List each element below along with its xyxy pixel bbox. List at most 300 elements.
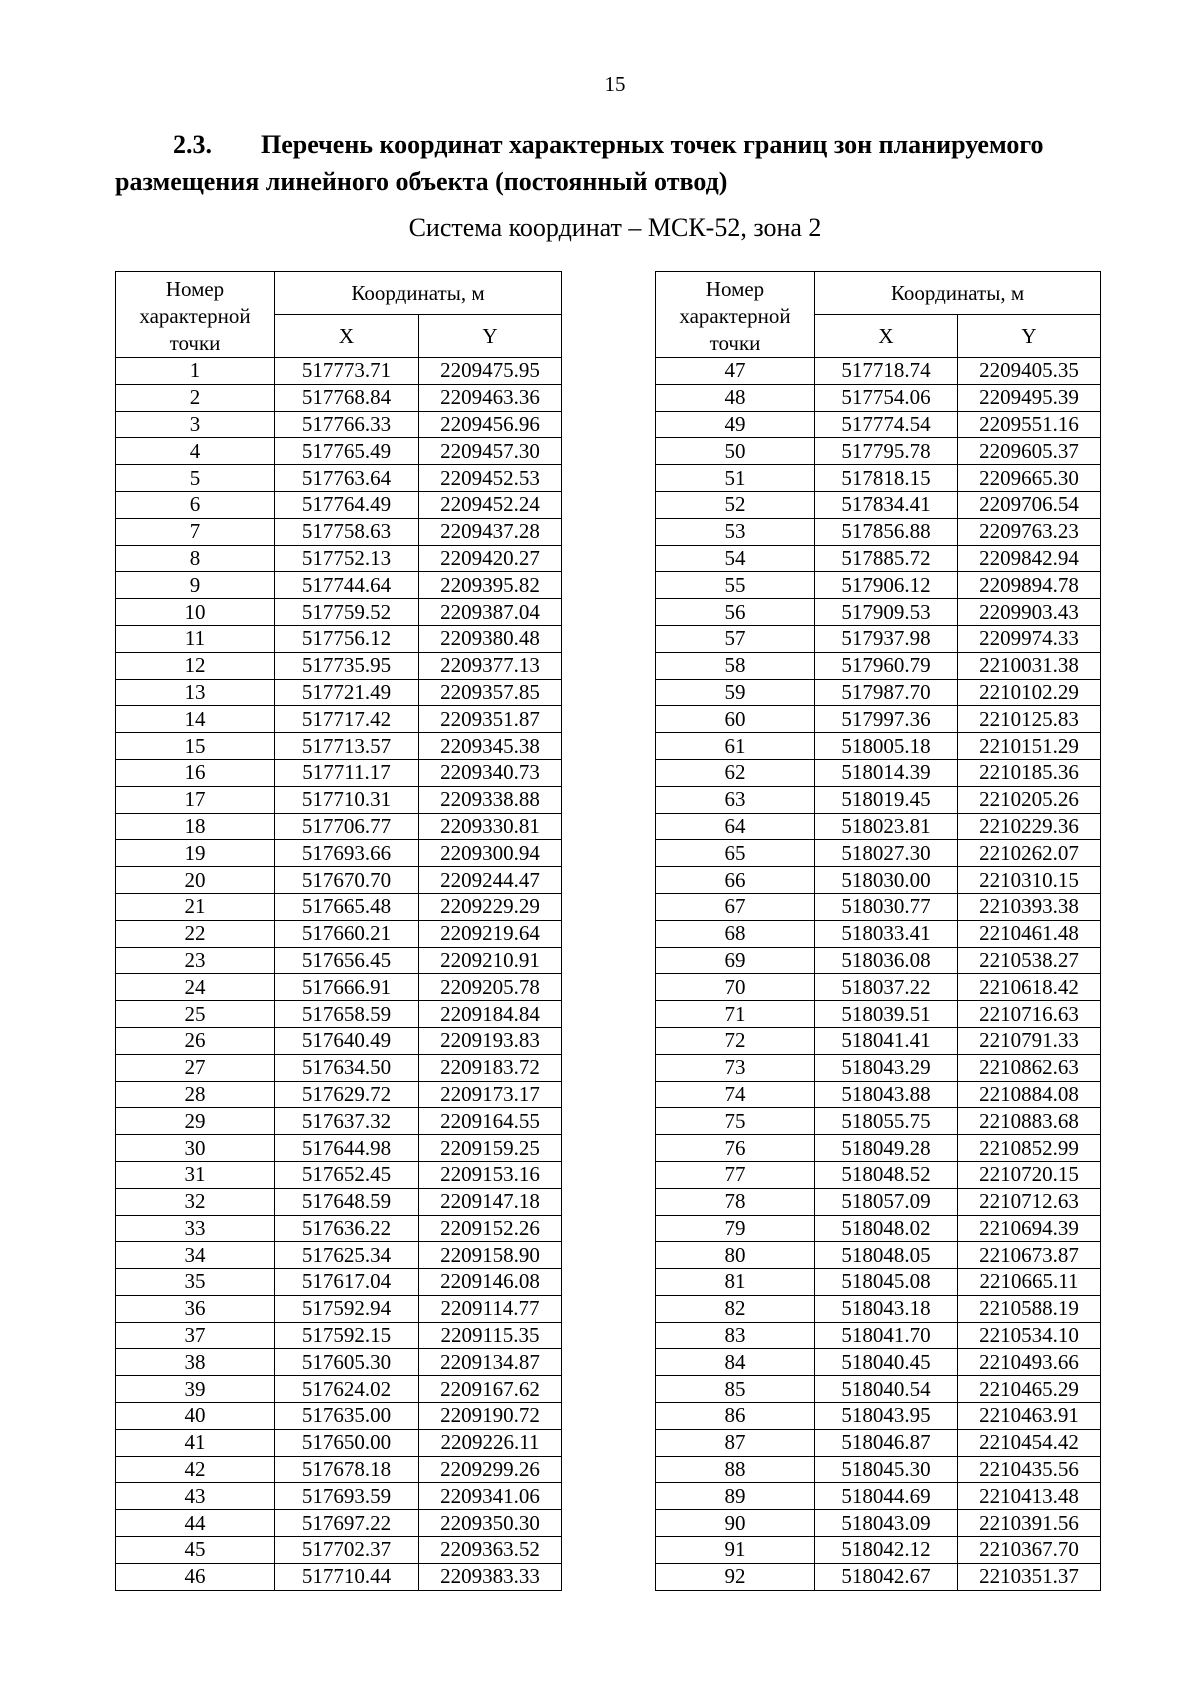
table-row [116, 1081, 562, 1108]
x-coordinate-cell: 517652.45 [275, 1161, 419, 1188]
point-number-cell: 13 [116, 679, 275, 706]
x-coordinate-cell: 517885.72 [815, 545, 958, 572]
table-row [116, 1215, 562, 1242]
point-number-cell: 4 [116, 438, 275, 465]
table-row [656, 840, 1101, 867]
point-number-cell: 20 [116, 867, 275, 894]
x-coordinate-cell: 518040.54 [815, 1376, 958, 1403]
point-number-cell: 78 [656, 1188, 815, 1215]
y-coordinate-cell: 2210673.87 [958, 1242, 1101, 1269]
table-row [116, 1349, 562, 1376]
table-row [656, 599, 1101, 626]
point-number-cell: 72 [656, 1027, 815, 1054]
x-coordinate-cell: 517773.71 [275, 358, 419, 385]
x-coordinate-cell: 518042.12 [815, 1537, 958, 1564]
x-coordinate-cell: 517759.52 [275, 599, 419, 626]
point-number-cell: 67 [656, 893, 815, 920]
x-coordinate-cell: 517670.70 [275, 867, 419, 894]
x-coordinate-cell: 517644.98 [275, 1135, 419, 1162]
x-coordinate-cell: 517766.33 [275, 411, 419, 438]
x-coordinate-cell: 517756.12 [275, 625, 419, 652]
table-row [656, 1403, 1101, 1430]
y-coordinate-cell: 2210588.19 [958, 1295, 1101, 1322]
point-number-cell: 80 [656, 1242, 815, 1269]
point-number-cell: 24 [116, 974, 275, 1001]
x-coordinate-cell: 517625.34 [275, 1242, 419, 1269]
point-number-cell: 53 [656, 518, 815, 545]
y-coordinate-cell: 2209229.29 [419, 893, 562, 920]
x-coordinate-cell: 517637.32 [275, 1108, 419, 1135]
y-coordinate-cell: 2209665.30 [958, 465, 1101, 492]
x-coordinate-cell: 518045.30 [815, 1456, 958, 1483]
x-coordinate-cell: 518048.02 [815, 1215, 958, 1242]
x-coordinate-cell: 517997.36 [815, 706, 958, 733]
y-coordinate-cell: 2209377.13 [419, 652, 562, 679]
x-coordinate-cell: 518043.95 [815, 1403, 958, 1430]
point-number-cell: 86 [656, 1403, 815, 1430]
table-row [656, 893, 1101, 920]
point-number-cell: 35 [116, 1269, 275, 1296]
point-number-cell: 37 [116, 1322, 275, 1349]
x-coordinate-cell: 517629.72 [275, 1081, 419, 1108]
table-row [116, 1295, 562, 1322]
y-coordinate-cell: 2209164.55 [419, 1108, 562, 1135]
y-coordinate-cell: 2210694.39 [958, 1215, 1101, 1242]
x-coordinate-cell: 517634.50 [275, 1054, 419, 1081]
y-coordinate-cell: 2209115.35 [419, 1322, 562, 1349]
table-row [656, 867, 1101, 894]
table-row [116, 1054, 562, 1081]
point-number-cell: 43 [116, 1483, 275, 1510]
y-coordinate-cell: 2209463.36 [419, 384, 562, 411]
x-header: X [815, 315, 958, 358]
x-coordinate-cell: 518033.41 [815, 920, 958, 947]
y-coordinate-cell: 2210205.26 [958, 786, 1101, 813]
x-coordinate-cell: 518048.52 [815, 1161, 958, 1188]
point-number-cell: 54 [656, 545, 815, 572]
y-coordinate-cell: 2210862.63 [958, 1054, 1101, 1081]
x-coordinate-cell: 517906.12 [815, 572, 958, 599]
x-coordinate-cell: 517710.44 [275, 1563, 419, 1590]
x-coordinate-cell: 517666.91 [275, 974, 419, 1001]
x-coordinate-cell: 518019.45 [815, 786, 958, 813]
table-row [116, 920, 562, 947]
x-coordinate-cell: 517636.22 [275, 1215, 419, 1242]
point-number-cell: 57 [656, 625, 815, 652]
x-coordinate-cell: 518043.29 [815, 1054, 958, 1081]
table-row [116, 491, 562, 518]
table-row [656, 572, 1101, 599]
y-coordinate-cell: 2210538.27 [958, 947, 1101, 974]
y-coordinate-cell: 2209350.30 [419, 1510, 562, 1537]
y-coordinate-cell: 2209383.33 [419, 1563, 562, 1590]
table-row [656, 358, 1101, 385]
y-coordinate-cell: 2209551.16 [958, 411, 1101, 438]
y-coordinate-cell: 2209437.28 [419, 518, 562, 545]
coordinates-header: Координаты, м [815, 272, 1101, 315]
x-coordinate-cell: 517818.15 [815, 465, 958, 492]
table-row [116, 1322, 562, 1349]
x-coordinate-cell: 517640.49 [275, 1027, 419, 1054]
table-row [116, 1135, 562, 1162]
point-number-cell: 46 [116, 1563, 275, 1590]
table-row [656, 1349, 1101, 1376]
y-coordinate-cell: 2209158.90 [419, 1242, 562, 1269]
table-row [656, 1161, 1101, 1188]
table-row [656, 438, 1101, 465]
x-coordinate-cell: 517909.53 [815, 599, 958, 626]
point-number-cell: 32 [116, 1188, 275, 1215]
y-coordinate-cell: 2210852.99 [958, 1135, 1101, 1162]
point-number-cell: 92 [656, 1563, 815, 1590]
y-coordinate-cell: 2209205.78 [419, 974, 562, 1001]
point-number-cell: 59 [656, 679, 815, 706]
y-coordinate-cell: 2209173.17 [419, 1081, 562, 1108]
x-coordinate-cell: 518040.45 [815, 1349, 958, 1376]
y-coordinate-cell: 2209894.78 [958, 572, 1101, 599]
table-row [656, 1081, 1101, 1108]
table-row [656, 465, 1101, 492]
y-coordinate-cell: 2210883.68 [958, 1108, 1101, 1135]
y-coordinate-cell: 2209457.30 [419, 438, 562, 465]
x-coordinate-cell: 517678.18 [275, 1456, 419, 1483]
point-number-cell: 75 [656, 1108, 815, 1135]
x-coordinate-cell: 517937.98 [815, 625, 958, 652]
y-coordinate-cell: 2209842.94 [958, 545, 1101, 572]
y-coordinate-cell: 2209495.39 [958, 384, 1101, 411]
y-header: Y [958, 315, 1101, 358]
point-number-cell: 52 [656, 491, 815, 518]
x-coordinate-cell: 517735.95 [275, 652, 419, 679]
table-row [116, 786, 562, 813]
point-number-cell: 73 [656, 1054, 815, 1081]
point-number-cell: 41 [116, 1429, 275, 1456]
point-number-cell: 63 [656, 786, 815, 813]
x-coordinate-cell: 517795.78 [815, 438, 958, 465]
x-coordinate-cell: 518037.22 [815, 974, 958, 1001]
y-coordinate-cell: 2209184.84 [419, 1001, 562, 1028]
table-body-right [656, 358, 1101, 1591]
table-row [656, 786, 1101, 813]
x-coordinate-cell: 517765.49 [275, 438, 419, 465]
x-coordinate-cell: 517658.59 [275, 1001, 419, 1028]
x-coordinate-cell: 518039.51 [815, 1001, 958, 1028]
table-row [116, 867, 562, 894]
table-row [656, 1322, 1101, 1349]
point-number-cell: 3 [116, 411, 275, 438]
x-coordinate-cell: 517650.00 [275, 1429, 419, 1456]
point-number-cell: 10 [116, 599, 275, 626]
point-number-cell: 65 [656, 840, 815, 867]
table-row [116, 947, 562, 974]
table-row [656, 1188, 1101, 1215]
table-row [116, 411, 562, 438]
x-coordinate-cell: 517717.42 [275, 706, 419, 733]
y-coordinate-cell: 2209340.73 [419, 759, 562, 786]
section-number: 2.3. [173, 130, 212, 159]
point-number-cell: 30 [116, 1135, 275, 1162]
table-row [656, 1376, 1101, 1403]
x-coordinate-cell: 518030.77 [815, 893, 958, 920]
point-number-cell: 36 [116, 1295, 275, 1322]
x-coordinate-cell: 517764.49 [275, 491, 419, 518]
x-coordinate-cell: 517718.74 [815, 358, 958, 385]
point-number-cell: 70 [656, 974, 815, 1001]
y-coordinate-cell: 2209357.85 [419, 679, 562, 706]
y-coordinate-cell: 2210534.10 [958, 1322, 1101, 1349]
y-coordinate-cell: 2209147.18 [419, 1188, 562, 1215]
x-coordinate-cell: 517834.41 [815, 491, 958, 518]
point-number-cell: 5 [116, 465, 275, 492]
table-row [656, 1456, 1101, 1483]
y-coordinate-cell: 2209226.11 [419, 1429, 562, 1456]
point-number-cell: 16 [116, 759, 275, 786]
point-number-cell: 38 [116, 1349, 275, 1376]
table-row [116, 893, 562, 920]
table-row [656, 947, 1101, 974]
table-row [116, 625, 562, 652]
point-number-cell: 48 [656, 384, 815, 411]
point-number-cell: 74 [656, 1081, 815, 1108]
x-coordinate-cell: 518043.88 [815, 1081, 958, 1108]
table-row [656, 625, 1101, 652]
y-coordinate-cell: 2209395.82 [419, 572, 562, 599]
coordinates-table-left [115, 271, 562, 1591]
point-number-cell: 49 [656, 411, 815, 438]
point-number-cell: 77 [656, 1161, 815, 1188]
x-coordinate-cell: 517960.79 [815, 652, 958, 679]
table-row [656, 1108, 1101, 1135]
y-coordinate-cell: 2210102.29 [958, 679, 1101, 706]
table-row [116, 679, 562, 706]
x-coordinate-cell: 518041.70 [815, 1322, 958, 1349]
point-number-cell: 90 [656, 1510, 815, 1537]
table-row [656, 652, 1101, 679]
point-number-cell: 25 [116, 1001, 275, 1028]
x-coordinate-cell: 517987.70 [815, 679, 958, 706]
y-header: Y [419, 315, 562, 358]
y-coordinate-cell: 2209134.87 [419, 1349, 562, 1376]
table-row [656, 1054, 1101, 1081]
table-row [656, 1510, 1101, 1537]
x-coordinate-cell: 517711.17 [275, 759, 419, 786]
y-coordinate-cell: 2210712.63 [958, 1188, 1101, 1215]
x-coordinate-cell: 517648.59 [275, 1188, 419, 1215]
y-coordinate-cell: 2209299.26 [419, 1456, 562, 1483]
point-number-cell: 66 [656, 867, 815, 894]
y-coordinate-cell: 2209763.23 [958, 518, 1101, 545]
table-row [116, 1456, 562, 1483]
table-row [656, 1429, 1101, 1456]
table-row [116, 652, 562, 679]
y-coordinate-cell: 2210151.29 [958, 733, 1101, 760]
point-number-cell: 47 [656, 358, 815, 385]
y-coordinate-cell: 2209300.94 [419, 840, 562, 867]
point-number-cell: 68 [656, 920, 815, 947]
table-row [116, 572, 562, 599]
point-number-cell: 34 [116, 1242, 275, 1269]
x-coordinate-cell: 518045.08 [815, 1269, 958, 1296]
table-row [116, 1510, 562, 1537]
table-row [656, 1135, 1101, 1162]
table-row [656, 679, 1101, 706]
table-row [116, 1429, 562, 1456]
table-row [656, 1215, 1101, 1242]
y-coordinate-cell: 2209114.77 [419, 1295, 562, 1322]
point-number-cell: 84 [656, 1349, 815, 1376]
point-number-cell: 62 [656, 759, 815, 786]
x-coordinate-cell: 517605.30 [275, 1349, 419, 1376]
point-number-cell: 26 [116, 1027, 275, 1054]
table-row [116, 465, 562, 492]
x-coordinate-cell: 517656.45 [275, 947, 419, 974]
point-number-header: Номер характерной точки [116, 272, 275, 358]
x-coordinate-cell: 517665.48 [275, 893, 419, 920]
x-coordinate-cell: 518043.18 [815, 1295, 958, 1322]
table-row [116, 1188, 562, 1215]
point-number-cell: 2 [116, 384, 275, 411]
point-number-cell: 23 [116, 947, 275, 974]
x-coordinate-cell: 517721.49 [275, 679, 419, 706]
x-coordinate-cell: 517706.77 [275, 813, 419, 840]
table-row [116, 438, 562, 465]
table-row [116, 1376, 562, 1403]
y-coordinate-cell: 2209210.91 [419, 947, 562, 974]
point-number-cell: 50 [656, 438, 815, 465]
table-row [116, 1483, 562, 1510]
y-coordinate-cell: 2209345.38 [419, 733, 562, 760]
point-number-cell: 56 [656, 599, 815, 626]
point-number-cell: 81 [656, 1269, 815, 1296]
point-number-cell: 58 [656, 652, 815, 679]
y-coordinate-cell: 2209351.87 [419, 706, 562, 733]
y-coordinate-cell: 2210229.36 [958, 813, 1101, 840]
x-header: X [275, 315, 419, 358]
y-coordinate-cell: 2209456.96 [419, 411, 562, 438]
point-number-cell: 64 [656, 813, 815, 840]
point-number-cell: 17 [116, 786, 275, 813]
coordinates-table-right [655, 271, 1101, 1591]
table-row [116, 599, 562, 626]
y-coordinate-cell: 2209190.72 [419, 1403, 562, 1430]
point-number-cell: 39 [116, 1376, 275, 1403]
y-coordinate-cell: 2209452.53 [419, 465, 562, 492]
x-coordinate-cell: 517592.94 [275, 1295, 419, 1322]
x-coordinate-cell: 518023.81 [815, 813, 958, 840]
table-row [116, 759, 562, 786]
y-coordinate-cell: 2209420.27 [419, 545, 562, 572]
table-row [656, 733, 1101, 760]
x-coordinate-cell: 518042.67 [815, 1563, 958, 1590]
y-coordinate-cell: 2210031.38 [958, 652, 1101, 679]
table-row [656, 1242, 1101, 1269]
y-coordinate-cell: 2210435.56 [958, 1456, 1101, 1483]
point-number-cell: 15 [116, 733, 275, 760]
y-coordinate-cell: 2209475.95 [419, 358, 562, 385]
table-row [116, 706, 562, 733]
x-coordinate-cell: 517752.13 [275, 545, 419, 572]
y-coordinate-cell: 2210720.15 [958, 1161, 1101, 1188]
y-coordinate-cell: 2210665.11 [958, 1269, 1101, 1296]
point-number-cell: 33 [116, 1215, 275, 1242]
table-row [656, 1027, 1101, 1054]
y-coordinate-cell: 2209167.62 [419, 1376, 562, 1403]
point-number-cell: 19 [116, 840, 275, 867]
x-coordinate-cell: 517774.54 [815, 411, 958, 438]
table-row [656, 1295, 1101, 1322]
y-coordinate-cell: 2210465.29 [958, 1376, 1101, 1403]
table-row [116, 1403, 562, 1430]
point-number-cell: 76 [656, 1135, 815, 1162]
x-coordinate-cell: 517768.84 [275, 384, 419, 411]
x-coordinate-cell: 518014.39 [815, 759, 958, 786]
y-coordinate-cell: 2210454.42 [958, 1429, 1101, 1456]
y-coordinate-cell: 2209338.88 [419, 786, 562, 813]
point-number-cell: 85 [656, 1376, 815, 1403]
x-coordinate-cell: 517617.04 [275, 1269, 419, 1296]
y-coordinate-cell: 2209380.48 [419, 625, 562, 652]
y-coordinate-cell: 2209219.64 [419, 920, 562, 947]
point-number-cell: 21 [116, 893, 275, 920]
x-coordinate-cell: 517702.37 [275, 1537, 419, 1564]
point-number-cell: 29 [116, 1108, 275, 1135]
y-coordinate-cell: 2210463.91 [958, 1403, 1101, 1430]
point-number-cell: 61 [656, 733, 815, 760]
y-coordinate-cell: 2209146.08 [419, 1269, 562, 1296]
table-row [116, 1027, 562, 1054]
x-coordinate-cell: 517693.59 [275, 1483, 419, 1510]
point-number-header: Номер характерной точки [656, 272, 815, 358]
point-number-cell: 91 [656, 1537, 815, 1564]
point-number-cell: 18 [116, 813, 275, 840]
y-coordinate-cell: 2209153.16 [419, 1161, 562, 1188]
table-row [116, 1269, 562, 1296]
point-number-cell: 40 [116, 1403, 275, 1430]
y-coordinate-cell: 2210185.36 [958, 759, 1101, 786]
x-coordinate-cell: 517754.06 [815, 384, 958, 411]
x-coordinate-cell: 517693.66 [275, 840, 419, 867]
section-title: Перечень координат характерных точек границ зон планируемого размещения линейного объекта (постоянный отвод) [115, 130, 1044, 196]
coordinate-system-caption: Система координат – МСК-52, зона 2 [408, 213, 822, 242]
y-coordinate-cell: 2209193.83 [419, 1027, 562, 1054]
y-coordinate-cell: 2209452.24 [419, 491, 562, 518]
y-coordinate-cell: 2209974.33 [958, 625, 1101, 652]
y-coordinate-cell: 2209244.47 [419, 867, 562, 894]
x-coordinate-cell: 517697.22 [275, 1510, 419, 1537]
table-row [656, 1563, 1101, 1590]
y-coordinate-cell: 2209405.35 [958, 358, 1101, 385]
table-row [116, 813, 562, 840]
x-coordinate-cell: 517744.64 [275, 572, 419, 599]
y-coordinate-cell: 2209605.37 [958, 438, 1101, 465]
x-coordinate-cell: 518041.41 [815, 1027, 958, 1054]
x-coordinate-cell: 517710.31 [275, 786, 419, 813]
x-coordinate-cell: 518057.09 [815, 1188, 958, 1215]
point-number-cell: 42 [116, 1456, 275, 1483]
table-row [656, 1537, 1101, 1564]
table-row [656, 384, 1101, 411]
table-row [656, 1269, 1101, 1296]
point-number-cell: 55 [656, 572, 815, 599]
y-coordinate-cell: 2210618.42 [958, 974, 1101, 1001]
point-number-cell: 89 [656, 1483, 815, 1510]
table-row [116, 1563, 562, 1590]
point-number-cell: 8 [116, 545, 275, 572]
point-number-cell: 7 [116, 518, 275, 545]
y-coordinate-cell: 2209903.43 [958, 599, 1101, 626]
y-coordinate-cell: 2210716.63 [958, 1001, 1101, 1028]
point-number-cell: 44 [116, 1510, 275, 1537]
